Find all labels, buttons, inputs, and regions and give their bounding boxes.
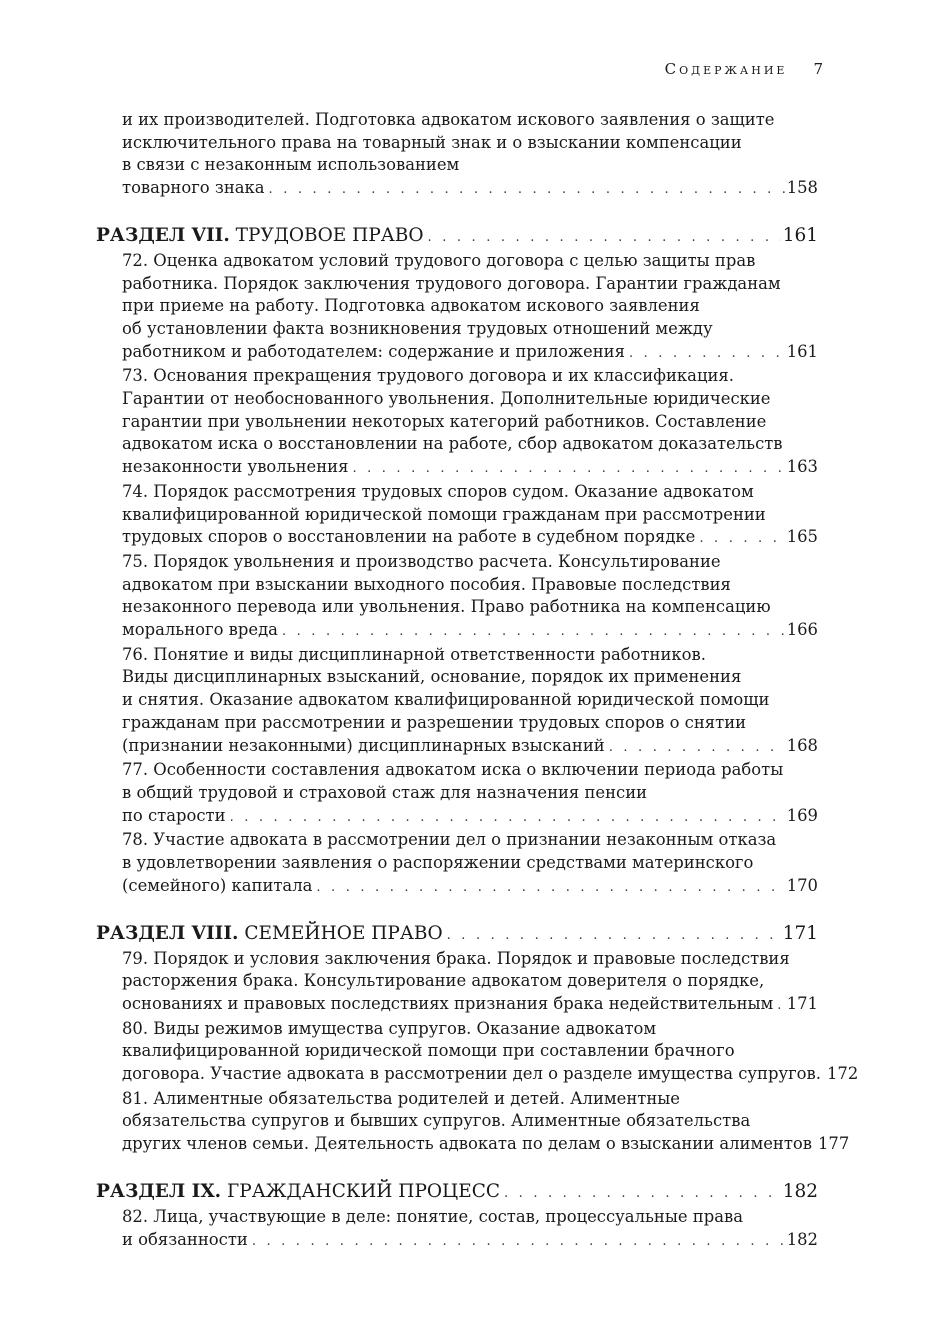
leader-dots bbox=[352, 458, 784, 481]
toc-line: Виды дисциплинарных взысканий, основание, порядок их применения bbox=[122, 667, 742, 687]
toc-entry-continuation bbox=[122, 109, 818, 202]
page-number: 7 bbox=[813, 60, 823, 78]
toc-entry-75[interactable] bbox=[122, 551, 818, 644]
toc-line: исключительного права на товарный знак и о взыскании компенсации bbox=[122, 132, 742, 152]
toc-line-text: по старости bbox=[122, 805, 226, 825]
toc-line: 80. Виды режимов имущества супругов. Оказание адвокатом bbox=[122, 1018, 657, 1038]
running-header bbox=[665, 60, 823, 78]
toc-line-text: (семейного) капитала bbox=[122, 875, 313, 895]
leader-dots bbox=[269, 179, 785, 202]
toc-line: и их производителей. Подготовка адвокатом искового заявления о защите bbox=[122, 110, 775, 129]
section-heading-viii[interactable] bbox=[96, 922, 818, 948]
toc-line: при приеме на работу. Подготовка адвокатом искового заявления bbox=[122, 296, 700, 316]
section-heading-ix[interactable] bbox=[96, 1180, 818, 1206]
toc-entry-74[interactable] bbox=[122, 481, 818, 551]
toc-leader-line bbox=[122, 456, 818, 481]
toc-line: работника. Порядок заключения трудового договора. Гарантии гражданам bbox=[122, 273, 781, 293]
toc-leader-line bbox=[122, 875, 818, 900]
toc-leader-line bbox=[122, 1133, 850, 1158]
section-heading-vii[interactable] bbox=[96, 224, 818, 250]
toc-page-ref: 182 bbox=[786, 1229, 818, 1249]
toc-line-text: морального вреда bbox=[122, 620, 278, 640]
toc-line-text: товарного знака bbox=[122, 178, 265, 198]
toc-line: гражданам при рассмотрении и разрешении трудовых споров о снятии bbox=[122, 712, 747, 732]
toc-line: 73. Основания прекращения трудового договора и их классификация. bbox=[122, 366, 734, 386]
toc-line: адвокатом иска о восстановлении на работе, сбор адвокатом доказательств bbox=[122, 434, 783, 454]
leader-dots bbox=[230, 807, 785, 830]
toc-line: Гарантии от необоснованного увольнения. Дополнительные юридические bbox=[122, 389, 771, 409]
toc-line: 81. Алиментные обязательства родителей и детей. Алиментные bbox=[122, 1088, 680, 1108]
toc-line: в удовлетворении заявления о распоряжении средствами материнского bbox=[122, 853, 754, 873]
toc-page-ref: 171 bbox=[786, 993, 818, 1013]
toc-line: 82. Лица, участвующие в деле: понятие, состав, процессуальные права bbox=[122, 1206, 743, 1226]
table-of-contents bbox=[96, 109, 859, 1253]
toc-line: 79. Порядок и условия заключения брака. Порядок и правовые последствия bbox=[122, 948, 790, 968]
toc-entry-79[interactable] bbox=[122, 948, 818, 1018]
toc-entry-76[interactable] bbox=[122, 644, 818, 760]
toc-entry-80[interactable] bbox=[122, 1018, 859, 1088]
section-label: РАЗДЕЛ VIII. bbox=[96, 922, 239, 944]
toc-line: незаконного перевода или увольнения. Право работника на компенсацию bbox=[122, 597, 771, 617]
section-title: СЕМЕЙНОЕ ПРАВО bbox=[244, 922, 443, 944]
toc-leader-line bbox=[122, 177, 818, 202]
toc-leader-line bbox=[122, 341, 818, 366]
toc-leader-line bbox=[122, 526, 818, 551]
toc-line-text: работником и работодателем: содержание и приложения bbox=[122, 341, 625, 361]
toc-page-ref: 158 bbox=[786, 178, 818, 198]
toc-line: обязательства супругов и бывших супругов. Алиментные обязательства bbox=[122, 1111, 751, 1131]
leader-dots bbox=[699, 528, 784, 551]
toc-entry-72[interactable] bbox=[122, 250, 818, 366]
toc-page-ref: 161 bbox=[786, 341, 818, 361]
section-title: ГРАЖДАНСКИЙ ПРОЦЕСС bbox=[227, 1180, 501, 1202]
leader-dots bbox=[609, 737, 785, 760]
toc-line: 72. Оценка адвокатом условий трудового договора с целью защиты прав bbox=[122, 250, 756, 270]
toc-line: 77. Особенности составления адвокатом иска о включении периода работы bbox=[122, 760, 784, 780]
toc-leader-line bbox=[122, 619, 818, 644]
toc-line: 78. Участие адвоката в рассмотрении дел о признании незаконным отказа bbox=[122, 830, 777, 850]
toc-page-ref: 168 bbox=[786, 735, 818, 755]
toc-leader-line bbox=[122, 993, 818, 1018]
toc-line-text: (признании незаконными) дисциплинарных взысканий bbox=[122, 735, 605, 755]
leader-dots bbox=[428, 226, 781, 250]
leader-dots bbox=[447, 924, 781, 948]
toc-leader-line bbox=[122, 735, 818, 760]
toc-line: 75. Порядок увольнения и производство расчета. Консультирование bbox=[122, 551, 721, 571]
toc-page-ref: 172 bbox=[826, 1064, 859, 1084]
toc-entry-81[interactable] bbox=[122, 1088, 850, 1158]
toc-line-text: основаниях и правовых последствиях признания брака недействительным bbox=[122, 993, 774, 1013]
toc-line: квалифицированной юридической помощи гражданам при рассмотрении bbox=[122, 504, 766, 524]
toc-page-ref: 170 bbox=[786, 875, 818, 895]
toc-line-text: договора. Участие адвоката в рассмотрении дел о разделе имущества супругов. bbox=[122, 1064, 821, 1084]
toc-leader-line bbox=[122, 805, 818, 830]
toc-page-ref: 165 bbox=[786, 527, 818, 547]
toc-leader-line bbox=[122, 1063, 859, 1088]
toc-line: в связи с незаконным использованием bbox=[122, 155, 460, 175]
toc-line: 76. Понятие и виды дисциплинарной ответственности работников. bbox=[122, 644, 706, 664]
toc-page-ref: 166 bbox=[786, 620, 818, 640]
toc-line-text: незаконности увольнения bbox=[122, 457, 349, 477]
toc-line-text: трудовых споров о восстановлении на работе в судебном порядке bbox=[122, 527, 696, 547]
header-title: Содержание bbox=[664, 60, 788, 78]
toc-line: об установлении факта возникновения трудовых отношений между bbox=[122, 318, 713, 338]
toc-line-text: других членов семьи. Деятельность адвоката по делам о взыскании алиментов bbox=[122, 1134, 812, 1154]
leader-dots bbox=[282, 621, 785, 644]
toc-line-text: и обязанности bbox=[122, 1229, 248, 1249]
toc-line: 74. Порядок рассмотрения трудовых споров судом. Оказание адвокатом bbox=[122, 481, 754, 501]
section-label: РАЗДЕЛ IX. bbox=[96, 1180, 222, 1202]
toc-line: квалифицированной юридической помощи при составлении брачного bbox=[122, 1041, 735, 1061]
toc-leader-line bbox=[122, 1229, 818, 1254]
leader-dots bbox=[777, 995, 784, 1018]
toc-entry-77[interactable] bbox=[122, 759, 818, 829]
toc-line: в общий трудовой и страховой стаж для назначения пенсии bbox=[122, 782, 648, 802]
toc-line: гарантии при увольнении некоторых категорий работников. Составление bbox=[122, 411, 767, 431]
leader-dots bbox=[629, 343, 785, 366]
toc-page-ref: 182 bbox=[782, 1180, 818, 1202]
section-label: РАЗДЕЛ VII. bbox=[96, 224, 230, 246]
toc-line: и снятия. Оказание адвокатом квалифицированной юридической помощи bbox=[122, 690, 770, 710]
section-title: ТРУДОВОЕ ПРАВО bbox=[235, 224, 424, 246]
leader-dots bbox=[504, 1182, 781, 1206]
toc-page-ref: 171 bbox=[782, 922, 818, 944]
toc-entry-82[interactable] bbox=[122, 1206, 818, 1253]
toc-page-ref: 177 bbox=[818, 1134, 850, 1154]
leader-dots bbox=[316, 877, 784, 900]
toc-entry-73[interactable] bbox=[122, 365, 818, 481]
toc-page-ref: 163 bbox=[786, 457, 818, 477]
toc-page-ref: 169 bbox=[786, 805, 818, 825]
toc-line: адвокатом при взыскании выходного пособия. Правовые последствия bbox=[122, 574, 731, 594]
toc-line: расторжения брака. Консультирование адвокатом доверителя о порядке, bbox=[122, 971, 765, 991]
leader-dots bbox=[252, 1231, 785, 1254]
toc-entry-78[interactable] bbox=[122, 829, 818, 899]
toc-page-ref: 161 bbox=[782, 224, 818, 246]
